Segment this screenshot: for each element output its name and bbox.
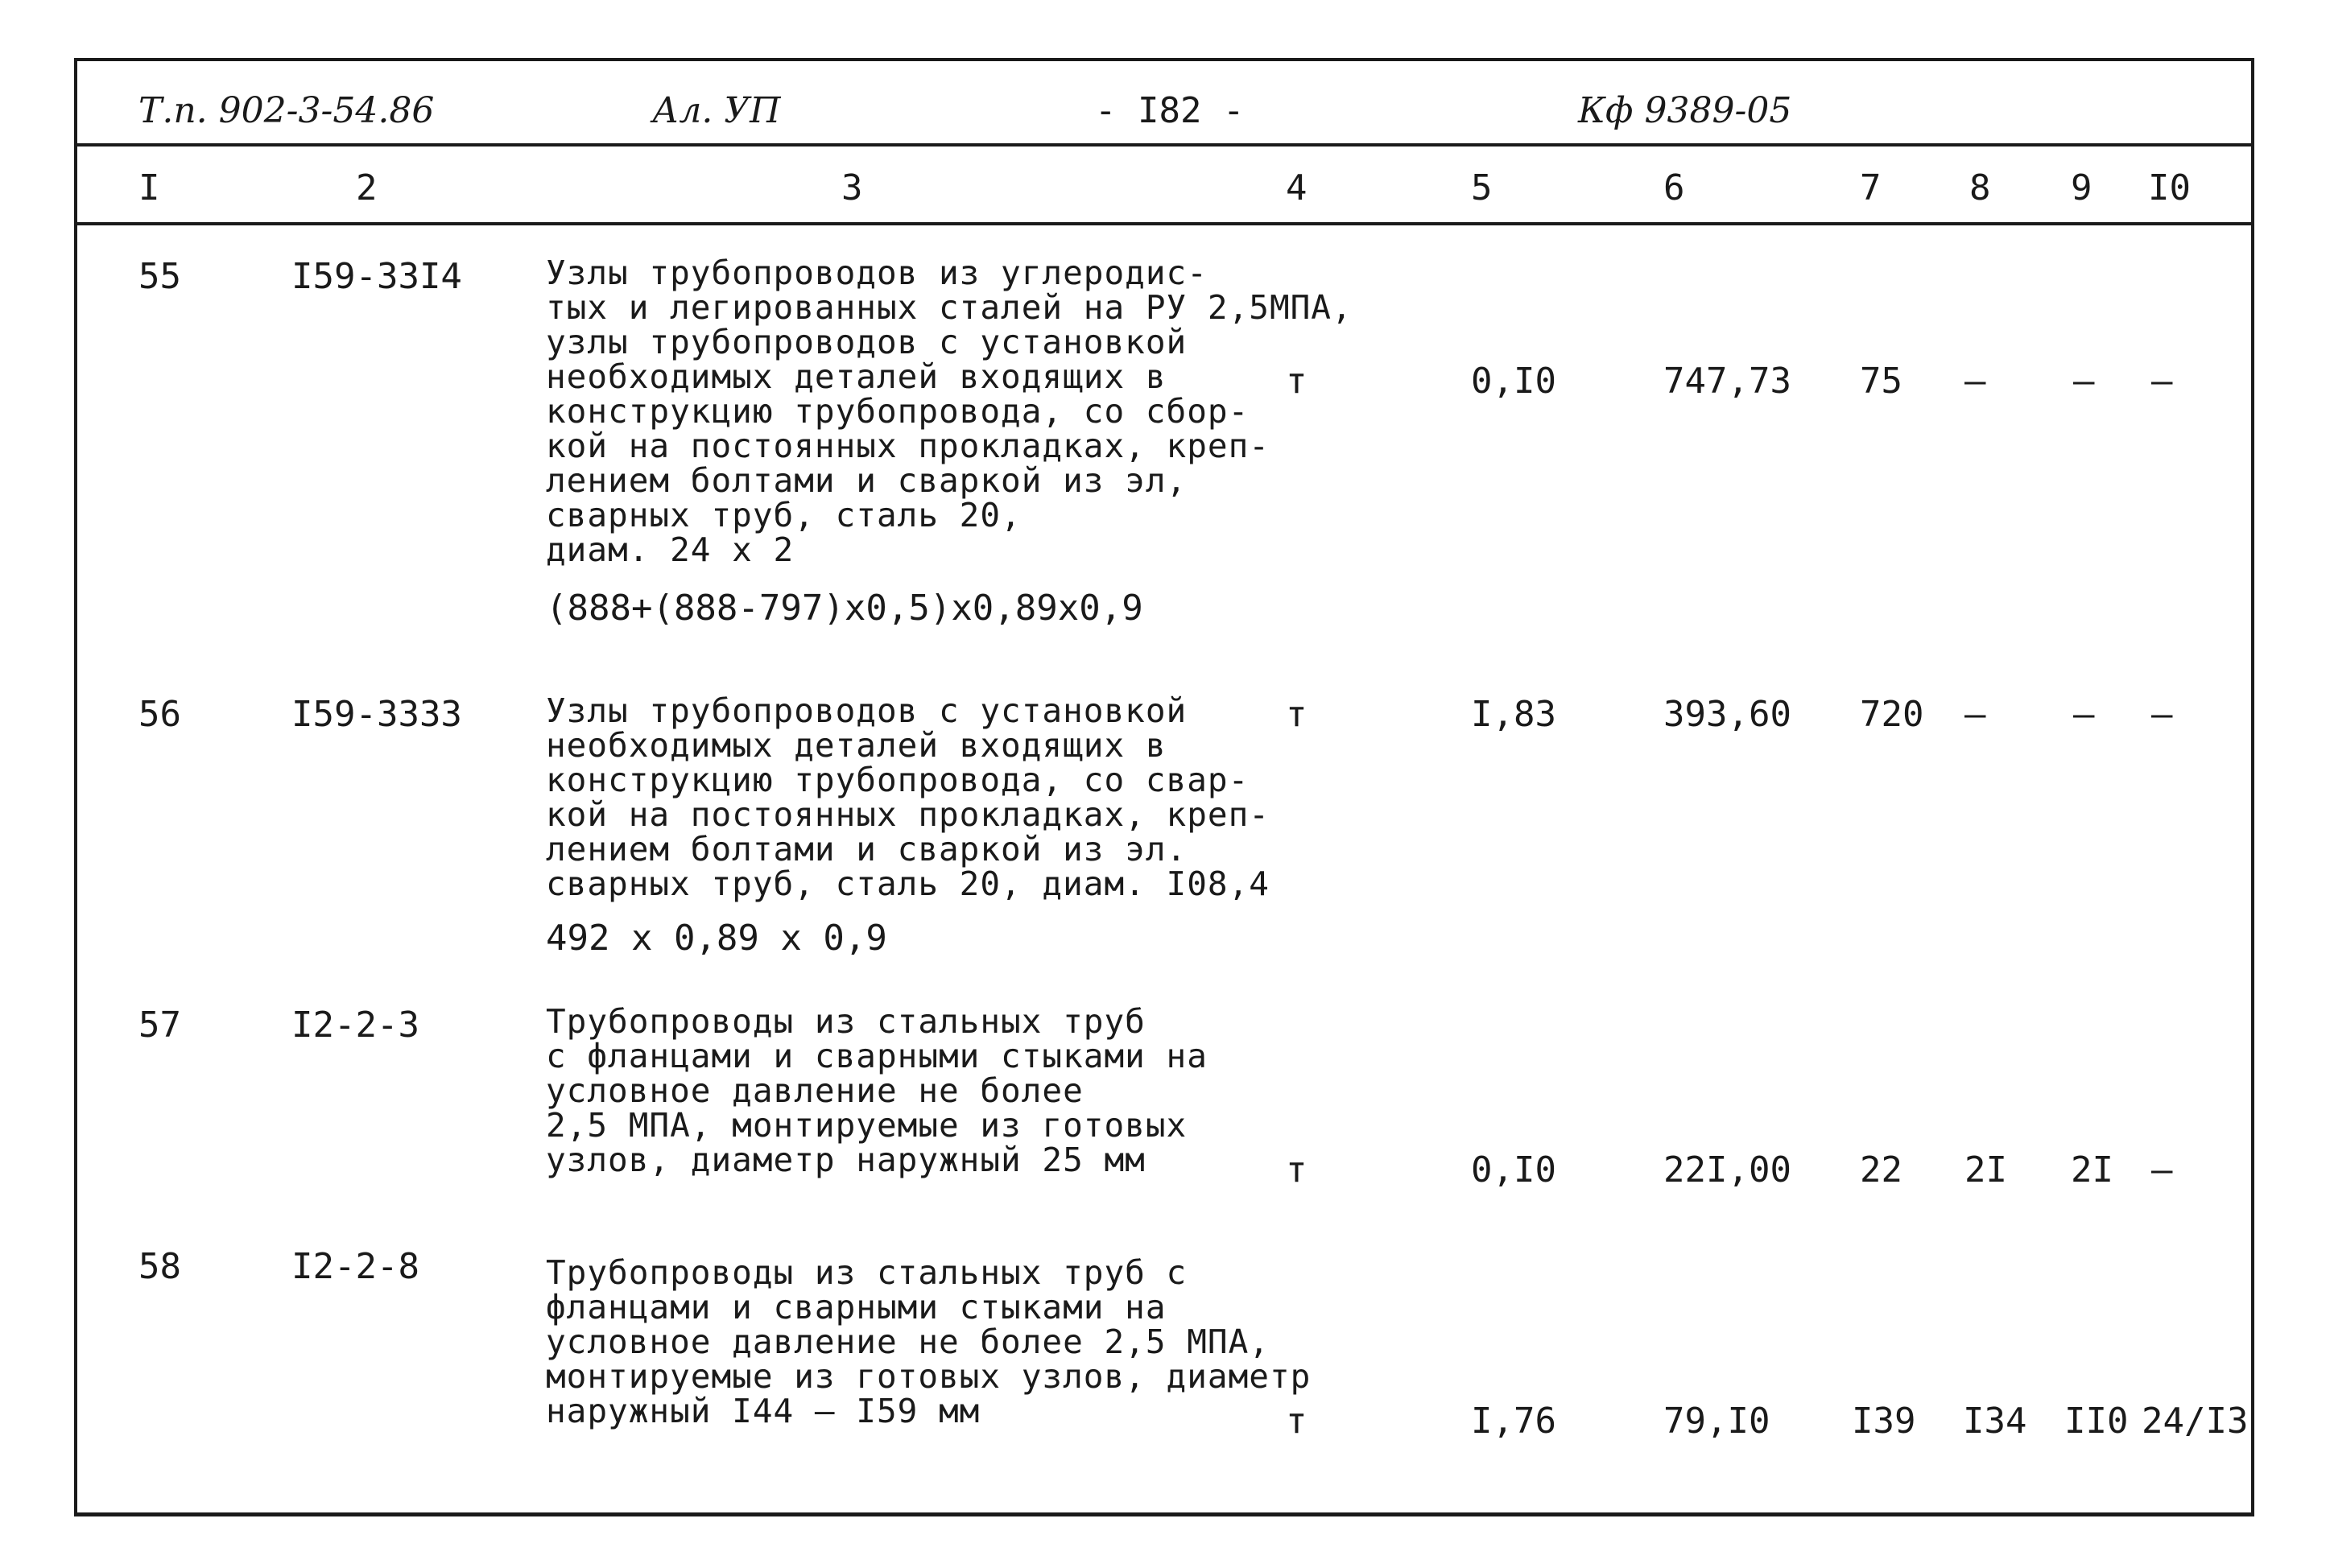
table-row-col9: 2I [2071,1149,2113,1190]
table-row-col7: 720 [1860,694,1924,735]
table-row-col9: II0 [2064,1401,2129,1442]
table-row-unit: т [1286,694,1308,735]
table-row-col7: 22 [1860,1149,1902,1190]
table-row-col10: – [2151,361,2173,402]
table-row-description: Узлы трубопроводов с установкой необходимых деталей входящих в конструкцию трубопровода, со свар- кой на постоянных прокладках, креп- лением болтами и сваркой из эл. сварных труб, сталь 20, диам. I08,4 [546,691,1270,903]
table-row-number: 55 [138,256,181,297]
table-row-number: 58 [138,1246,181,1287]
table-row-unit: т [1286,361,1308,402]
album-number: Ал. УП [652,90,781,131]
column-numbers-divider [74,222,2254,225]
column-number: 5 [1471,167,1493,208]
column-number: 9 [2071,167,2092,208]
table-row-quantity: 0,I0 [1471,361,1556,402]
table-row-number: 56 [138,694,181,735]
table-row-col10: – [2151,694,2173,735]
table-row-col10: – [2151,1149,2173,1190]
table-row-description: Узлы трубопроводов из углеродис- тых и легированных сталей на РУ 2,5МПА, узлы трубопроводов с установкой необходимых деталей входящих в конструкцию трубопровода, со сбор- кой на постоянных прокладках, креп- лением болтами и сваркой из эл, сварных труб, сталь 20, диам. 24 х 2 [546,254,1353,569]
reference-code: Кф 9389-05 [1578,90,1792,131]
column-number: 7 [1860,167,1882,208]
table-row-code: I2-2-8 [291,1246,419,1287]
table-row-price: 393,60 [1663,694,1791,735]
column-number: 4 [1286,167,1308,208]
table-row-col9: – [2073,361,2095,402]
table-row-col10: 24/I3 [2142,1401,2249,1442]
project-code: Т.п. 902-3-54.86 [138,90,435,131]
table-row-col8: – [1964,694,1986,735]
table-row-col7: 75 [1860,361,1902,402]
table-row-formula: 492 х 0,89 х 0,9 [546,918,887,959]
column-number: I0 [2148,167,2191,208]
column-number: 2 [356,167,378,208]
table-row-unit: т [1286,1149,1308,1190]
column-number: I [138,167,160,208]
table-row-col8: – [1964,361,1986,402]
column-number: 6 [1663,167,1685,208]
table-row-code: I59-33I4 [291,256,462,297]
column-number: 8 [1969,167,1991,208]
table-row-code: I2-2-3 [291,1005,419,1046]
table-row-price: 79,I0 [1663,1401,1770,1442]
table-row-price: 22I,00 [1663,1149,1791,1190]
table-row-col9: – [2073,694,2095,735]
table-row-col8: I34 [1963,1401,2027,1442]
table-row-quantity: 0,I0 [1471,1149,1556,1190]
table-row-description: Трубопроводы из стальных труб с фланцами и сварными стыками на условное давление не более 2,5 МПА, монтируемые из готовых узлов, диаметр наружный I44 – I59 мм [546,1253,1312,1430]
table-row-col7: I39 [1852,1401,1916,1442]
header-divider [74,143,2254,146]
page-number: - I82 - [1095,90,1245,131]
table-row-col8: 2I [1964,1149,2007,1190]
table-row-code: I59-3333 [291,694,462,735]
table-row-quantity: I,83 [1471,694,1556,735]
table-row-formula: (888+(888-797)х0,5)х0,89х0,9 [546,588,1143,629]
table-row-unit: т [1286,1401,1308,1442]
table-row-quantity: I,76 [1471,1401,1556,1442]
column-number: 3 [841,167,863,208]
table-row-price: 747,73 [1663,361,1791,402]
table-row-description: Трубопроводы из стальных труб с фланцами и сварными стыками на условное давление не более 2,5 МПА, монтируемые из готовых узлов, диаметр наружный 25 мм [546,1002,1208,1179]
table-row-number: 57 [138,1005,181,1046]
